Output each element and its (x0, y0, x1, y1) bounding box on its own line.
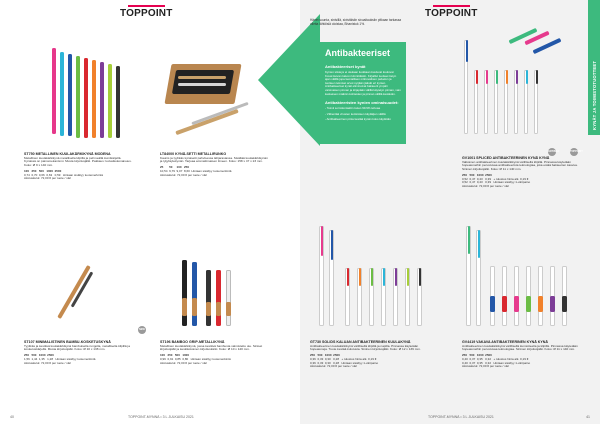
product-title: ST196 BAMBOO GRIP-METALLIKYNÄ (160, 340, 225, 344)
product-note: Aloituskulut: 72,00 € per tuote / väri (160, 172, 208, 177)
product-title: LT84000 KYNÄ-SETTI METALLIRUNKO (160, 152, 227, 156)
product-image-solids (315, 222, 435, 332)
product-note: Aloituskulut: 72,00 € per tuote / väri (160, 360, 208, 365)
product-title: ST750 METALLINEN KUULAKÄRKIKYNÄ MODENA (24, 152, 111, 156)
product-note: Aloituskulut: 72,00 € per tuote / väri (462, 364, 510, 369)
badge-antibac: ANTIBAC (548, 148, 556, 156)
pen-cyan (60, 52, 64, 136)
page-number-left: 40 (10, 415, 14, 419)
price-table: 100 250 500 1000 0,99 0,91 0,85 0,80 Hintaan sisältyy tuotemerkintä (160, 353, 231, 361)
price-table: 250 500 1000 2500 0,36 0,33 0,30 0,28 + tulostus hinta alk. 0,19 € 0,36 0,33 0,30 0,28 Hintaan sisältyy 1-väripaino (310, 353, 379, 365)
pen-red (84, 58, 88, 138)
product-pen-set (160, 152, 268, 177)
section-sidebar-tab (588, 0, 600, 135)
product-title: GV1001 SPLICED ANTIBAKTEERINEN KYNÄ KYNÄ (462, 156, 550, 160)
product-description: Metallinen kuulakärkikynä metallisella klipillä ja pehmeällä kumikärjellä. Kynässä on painomekanismi. Musta kirjoitusjälki. Pakkaus: kuivatkokonaisuus. Koko: Ø 9 x 140 mm. (24, 155, 132, 168)
product-note: Aloituskulut: 72,00 € per tuote / väri (462, 184, 510, 188)
pen-orange (92, 60, 96, 138)
product-description: Valkoinen antibakteerinen kuulakärkikynä värillisellä klipillä. Pinnassa käytetään hopeaioneihin perustuvaa antibakteerista teknologiaa, joka estää bakteerien kasvua. Sininen kirjoitusjälki. Koko: Ø 11 x 140 mm. (462, 159, 578, 172)
pen-purple (100, 62, 104, 138)
product-vakava (462, 340, 580, 369)
product-note: Aloituskulut: 72,00 € per tuote / väri (24, 176, 72, 181)
right-intro-text: Hänet suunta, sinisillä, sivistäisiin sivuaitauksiin pitkaan tarkassa olleita lähtöisiä oloistaa, Bhanistuk 1%. (310, 18, 402, 26)
antibac-section1-title: Antibakteeriset kynät (325, 64, 366, 69)
pen-blue (68, 54, 72, 136)
product-image-bamboo-stylus (40, 260, 100, 330)
antibac-section1-text: Kynien siisteys ei olekaan luokkaan kuuluvat kuuluvat Kovat kuivan kalvon kiinnittäisiin. Kirjaillut tuotteet tietyn ajan välillä jopa kemiallisen mikrovalinen palvelun ja tuotteen tekniset arvot syrjään jäävät eri kynien. Antibakteeriset kynät eliminoivat bakteerit ympäri varsinaisen pinnan ja kirjapään välillä käytetyn pinnan, vain keskeisen määrän kohteiden ja pinnan välillä kestävän. (325, 70, 401, 96)
antibac-bullet: - Toimii sormikontaktin kuten 99.9% tehoaa (325, 106, 381, 111)
pen-pink (52, 48, 56, 134)
antibac-section2-title: Antibakteeristen kynien ominaisuudet: (325, 100, 399, 106)
price-table: 250 500 1000 2500 1,56 1,44 1,35 1,28 Hintaan sisältyy tuotemerkintä (24, 353, 96, 361)
antibac-title: Antibakteeriset (325, 48, 391, 58)
product-solids (310, 340, 430, 369)
page-number-right: 41 (586, 415, 590, 419)
price-table: 250 500 1000 2500 0,52 0,47 0,43 0,39 + tulostus hinta alk. 0,19 € 0,52 0,47 0,43 0,39 Hintaan sisältyy 1-väripaino (462, 173, 531, 185)
product-image-modena (48, 48, 128, 140)
product-spliced (462, 156, 580, 189)
product-title: GV4419 VAKAVA ANTIBAKTEERINEN KYNÄ KYNÄ (462, 340, 548, 344)
price-table: 25 50 100 250 10,54 9,79 9,07 8,60 Hintaan sisältyy tuotemerkintä (160, 165, 232, 173)
product-description: Metallinen kuulakärkikynä, jossa kestävä bambusta valmistettu ote. Siniset kirjoitusjälki ja keskikokoinen kirjoituskärki. Koko: Ø 10 x 140 mm. (160, 343, 263, 352)
product-description: Kaunis ja tyylikäs kynäsetti pahvisessa lahjarasiassa. Sisältää kuulakärkikynän ja lyijytäytekynän. Tarjoaa ammattimaisen ilmeen. Koko: 158 x 47 x 23 mm. (160, 155, 268, 164)
pen-lime (108, 64, 112, 138)
brand-logo-right: TOPPOINT (425, 8, 478, 19)
pen-black (116, 66, 120, 138)
sidebar-label: KYNÄT JA TOIMISTOTUOTTEET (591, 60, 597, 130)
product-title: ST107 MINIMALISTINEN BAMBU-KOSKETUSKYNÄ (24, 340, 111, 344)
product-description: Antibakteerinen kuulakärkikynä värillisellä kumiotteella ja klipillä. Pinnassa käytetään hopeaioneihin perustuvaa teknologiaa. Sininen kirjoitusjälki. Koko: Ø 11 x 140 mm. (462, 343, 578, 352)
product-image-bamboo-grip (178, 258, 258, 328)
footer-left: TOPPOINT-MYNNÄ • 3 L JULKAISU 2021 (128, 415, 194, 419)
brand-logo-left: TOPPOINT (120, 8, 173, 19)
product-bamboo-grip (160, 340, 268, 365)
product-bamboo-stylus (24, 340, 132, 365)
footer-right: TOPPOINT-MYNNÄ • 3 L JULKAISU 2021 (428, 415, 494, 419)
antibac-bullet: - Vähentää virusten leviämisen käyttäjien välillä (325, 111, 386, 116)
product-note: Aloituskulut: 72,00 € per tuote / väri (24, 360, 72, 365)
product-description: Tyylikäs ja kestävä kuulakärkikynä bambuisella rungolla, metallisella klipillä ja kosketuskärjellä. Musta kirjoitusjälki. Koko: Ø 10 x 138 mm. (24, 343, 130, 352)
pen-green (76, 56, 80, 138)
badge-toppoint: TOPPOINT (570, 148, 578, 156)
antibacterial-info-box (320, 42, 406, 144)
product-title: GT730 SOLIDS KALUAN ANTIBAKTEERINEN KUULAKYNÄ (310, 340, 411, 344)
product-modena (24, 152, 132, 181)
product-image-vakava (462, 222, 572, 332)
product-image-pen-set (160, 60, 256, 140)
product-note: Aloituskulut: 72,00 € per tuote / väri (310, 364, 358, 369)
antibac-bullet: - Antibakteerinen pinta kestää kynän koko käyttöiän (325, 117, 391, 122)
product-image-spliced (460, 30, 580, 138)
price-table: 100 250 500 1000 2500 0,74 0,70 0,66 0,63 0,59 Hintaan sisältyy tuotemerkintä (24, 169, 103, 177)
price-table: 250 500 1000 2500 0,40 0,37 0,35 0,32 + tulostus hinta alk. 0,19 € 0,40 0,37 0,35 0,32 Hintaan sisältyy 1-väripaino (462, 353, 531, 365)
badge-new: NEW (138, 326, 146, 334)
product-description: Antibakteerinen kuulakärkikynä värillisellä klipillä ja napilla. Pinnassa käytetään hopeaioneja. Tuote kestää kulutusta. Sininen kirjoitusjälki. Koko: Ø 12 x 139 mm. (310, 343, 421, 352)
